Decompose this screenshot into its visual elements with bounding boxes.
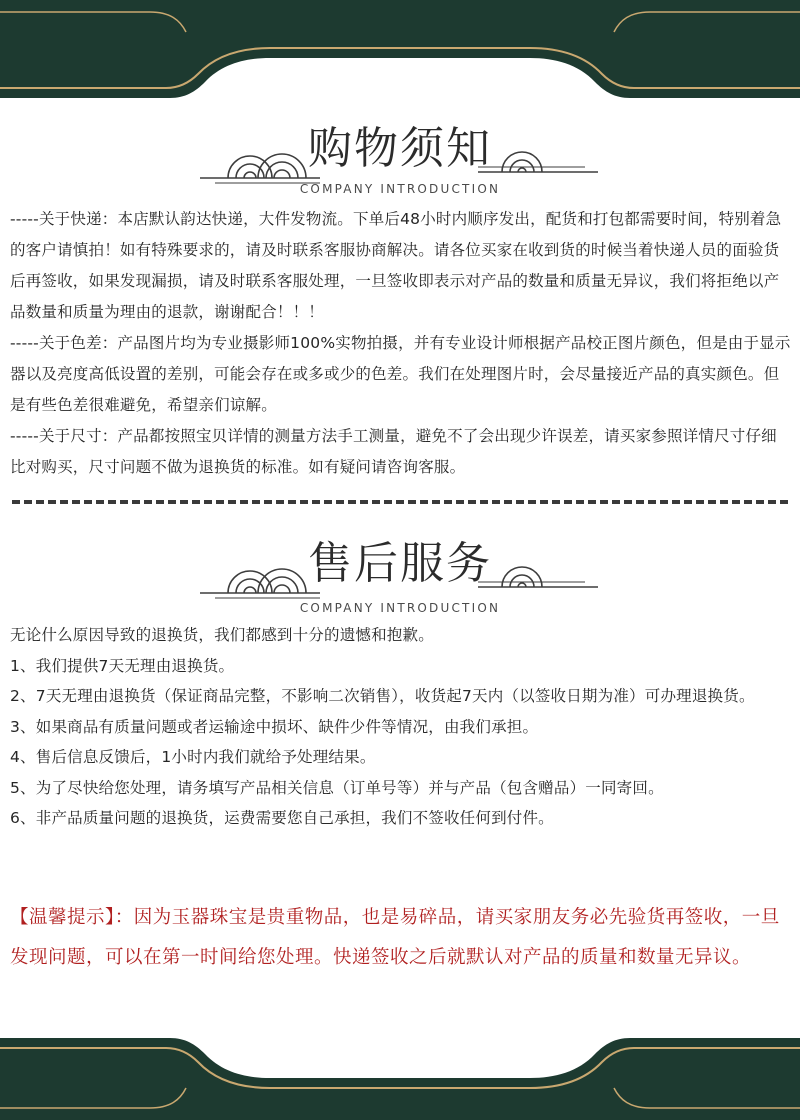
warm-tip [10, 898, 790, 978]
after-sales-text [10, 620, 792, 834]
list-item: 3、如果商品有质量问题或者运输途中损坏、缺件少件等情况，由我们承担。 [10, 717, 539, 736]
section2-subtitle: COMPANY INTRODUCTION [299, 601, 501, 615]
section2-heading [0, 525, 800, 620]
list-item: 6、非产品质量问题的退换货，运费需要您自己承担，我们不签收任何到付件。 [10, 809, 554, 827]
section2-title: 售后服务 [308, 538, 492, 589]
list-item: 1、我们提供7天无理由退换货。 [10, 656, 235, 675]
section1-subtitle: COMPANY INTRODUCTION [299, 182, 501, 196]
section1-title: 购物须知 [308, 123, 492, 174]
section1-heading [0, 110, 800, 205]
dashed-divider [12, 500, 788, 504]
notice-color: -----关于色差：产品图片均为专业摄影师100%实物拍摄，并有专业设计师根据产品校正图片颜色，但是由于显示器以及亮度高低设置的差别，可能会存在或多或少的色差。我们在处理图片时，会尽量接近产品的真实颜色。但是有些色差很难避免，希望亲们谅解。 [10, 334, 791, 414]
warm-tip-text: 【温馨提示】：因为玉器珠宝是贵重物品，也是易碎品，请买家朋友务必先验货再签收，一旦发现问题，可以在第一时间给您处理。快递签收之后就默认对产品的质量和数量无异议。 [10, 907, 780, 968]
shopping-notice-text [10, 204, 792, 483]
list-item: 4、售后信息反馈后，1小时内我们就给予处理结果。 [10, 748, 376, 766]
notice-size: -----关于尺寸：产品都按照宝贝详情的测量方法手工测量，避免不了会出现少许误差，请买家参照详情尺寸仔细比对购买，尺寸问题不做为退换货的标准。如有疑问请咨询客服。 [10, 427, 777, 476]
list-item: 5、为了尽快给您处理，请务填写产品相关信息（订单号等）并与产品（包含赠品）一同寄回。 [10, 778, 664, 797]
notice-shipping: -----关于快递：本店默认韵达快递，大件发物流。下单后48小时内顺序发出，配货和打包都需要时间，特别着急的客户请慎拍！如有特殊要求的，请及时联系客服协商解决。请各位买家在收到货的时候当着快递人员的面验货后再签收，如果发现漏损，请及时联系客服处理，一旦签收即表示对产品的数量和质量无异议，我们将拒绝以产品数量和质量为理由的退款，谢谢配合！！！ [10, 210, 782, 321]
list-item: 2、7天无理由退换货（保证商品完整，不影响二次销售），收货起7天内（以签收日期为准）可办理退换货。 [10, 687, 755, 705]
after-sales-intro: 无论什么原因导致的退换货，我们都感到十分的遗憾和抱歉。 [10, 626, 434, 644]
